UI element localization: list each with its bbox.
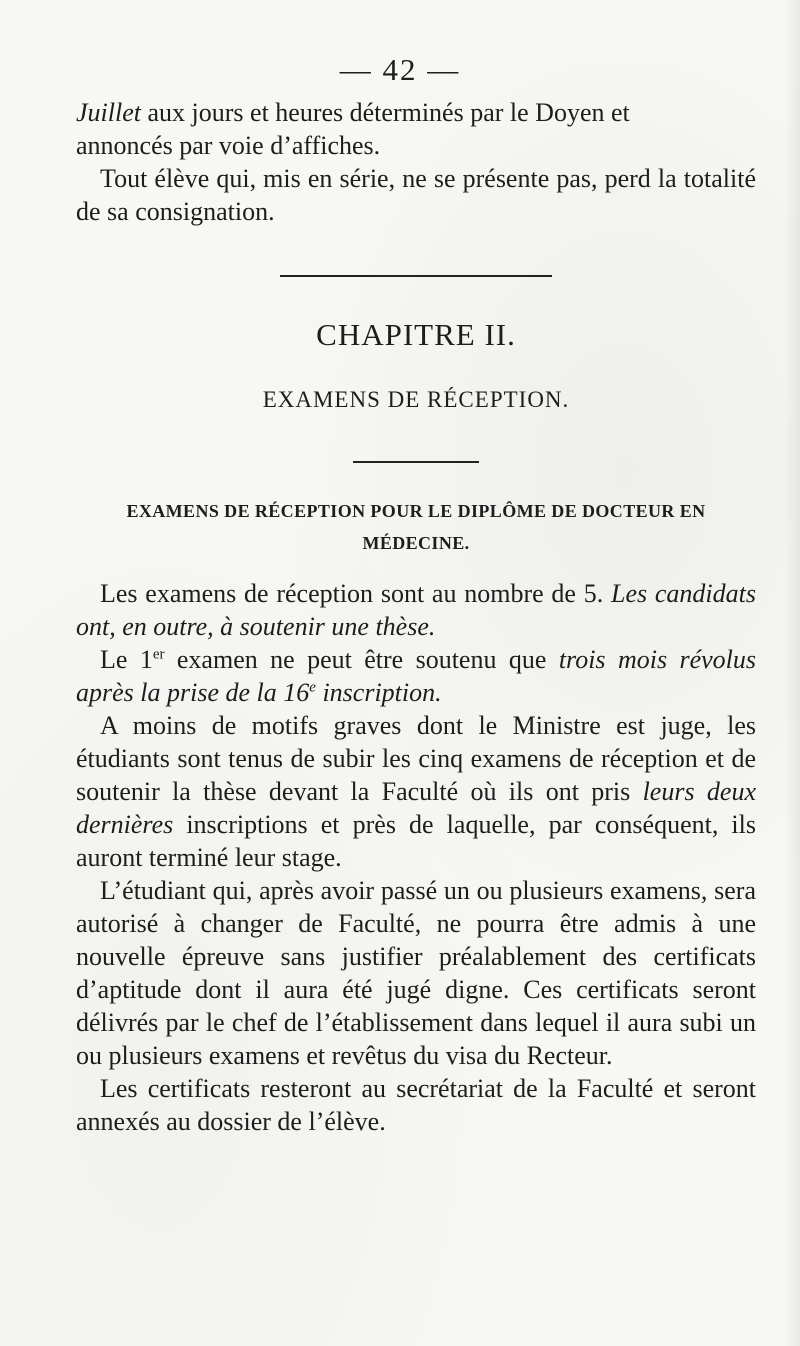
paragraph-nombre-text: Les examens de réception sont au nombre de 5.: [100, 579, 611, 608]
paragraph-certificats: Les certificats resteront au secrétariat de la Faculté et seront annexés au dossier de l’élève.: [76, 1074, 756, 1136]
subsection-title-line-two: MÉDECINE.: [362, 533, 470, 553]
paragraph-motifs-after: inscriptions et près de laquelle, par conséquent, ils auront terminé leur stage.: [76, 810, 756, 872]
paragraph-motifs-italic: leurs deux dernières: [76, 777, 756, 839]
paragraph-motifs-before: A moins de motifs graves dont le Ministre est juge, les étudiants sont tenus de subir les cinq examens de réception et de soutenir la thèse devant la Faculté où ils ont pris: [76, 711, 756, 806]
superscript-er: er: [152, 646, 165, 663]
paragraph-nombre-italic: Les candidats ont, en outre, à soutenir une thèse.: [76, 579, 756, 641]
superscript-e: e: [309, 679, 316, 696]
paragraph-premier-middle: examen ne peut être soutenu que: [164, 645, 559, 674]
paragraph-motifs-graves: [76, 709, 756, 874]
paragraph-premier-examen: [76, 643, 756, 709]
subsection-title-line-one: EXAMENS DE RÉCEPTION POUR LE DIPLÔME DE DOCTEUR EN: [126, 501, 706, 521]
section-title: EXAMENS DE RÉCEPTION.: [262, 387, 570, 412]
subsection-title: [76, 495, 756, 559]
body-paragraphs: [76, 577, 756, 1138]
long-divider: [280, 275, 552, 277]
opening-italic-word: Juillet: [76, 98, 141, 127]
page-number: — 42 —: [339, 52, 461, 87]
chapter-title: CHAPITRE II.: [316, 317, 516, 352]
paragraph-nombre-examens: [76, 577, 756, 643]
short-divider: [353, 461, 479, 463]
paragraph-premier-italic-two: inscription.: [315, 678, 442, 707]
page-content: [76, 96, 756, 1138]
paragraph-premier-italic-one: trois mois révolus après la prise de la 16: [76, 645, 757, 707]
paragraph-tout-eleve: Tout élève qui, mis en série, ne se présente pas, perd la totalité de sa consignation.: [76, 164, 756, 226]
opening-line-one: aux jours et heures déterminés par le Doyen et: [140, 98, 630, 127]
paragraph-premier-start: Le 1: [100, 645, 153, 674]
opening-paragraph: [76, 96, 756, 162]
paragraph-etudiant: L’étudiant qui, après avoir passé un ou plusieurs examens, sera autorisé à changer de Faculté, ne pourra être admis à une nouvelle épreuve sans justifier préalablement des certificats d’aptitude dont il aura été jugé digne. Ces certificats seront délivrés par le chef de l’établissement dans lequel il aura subi un ou plusieurs examens et revêtus du visa du Recteur.: [76, 876, 756, 1070]
opening-line-two: annoncés par voie d’affiches.: [76, 131, 381, 160]
page-edge-shadow: [784, 0, 800, 1346]
